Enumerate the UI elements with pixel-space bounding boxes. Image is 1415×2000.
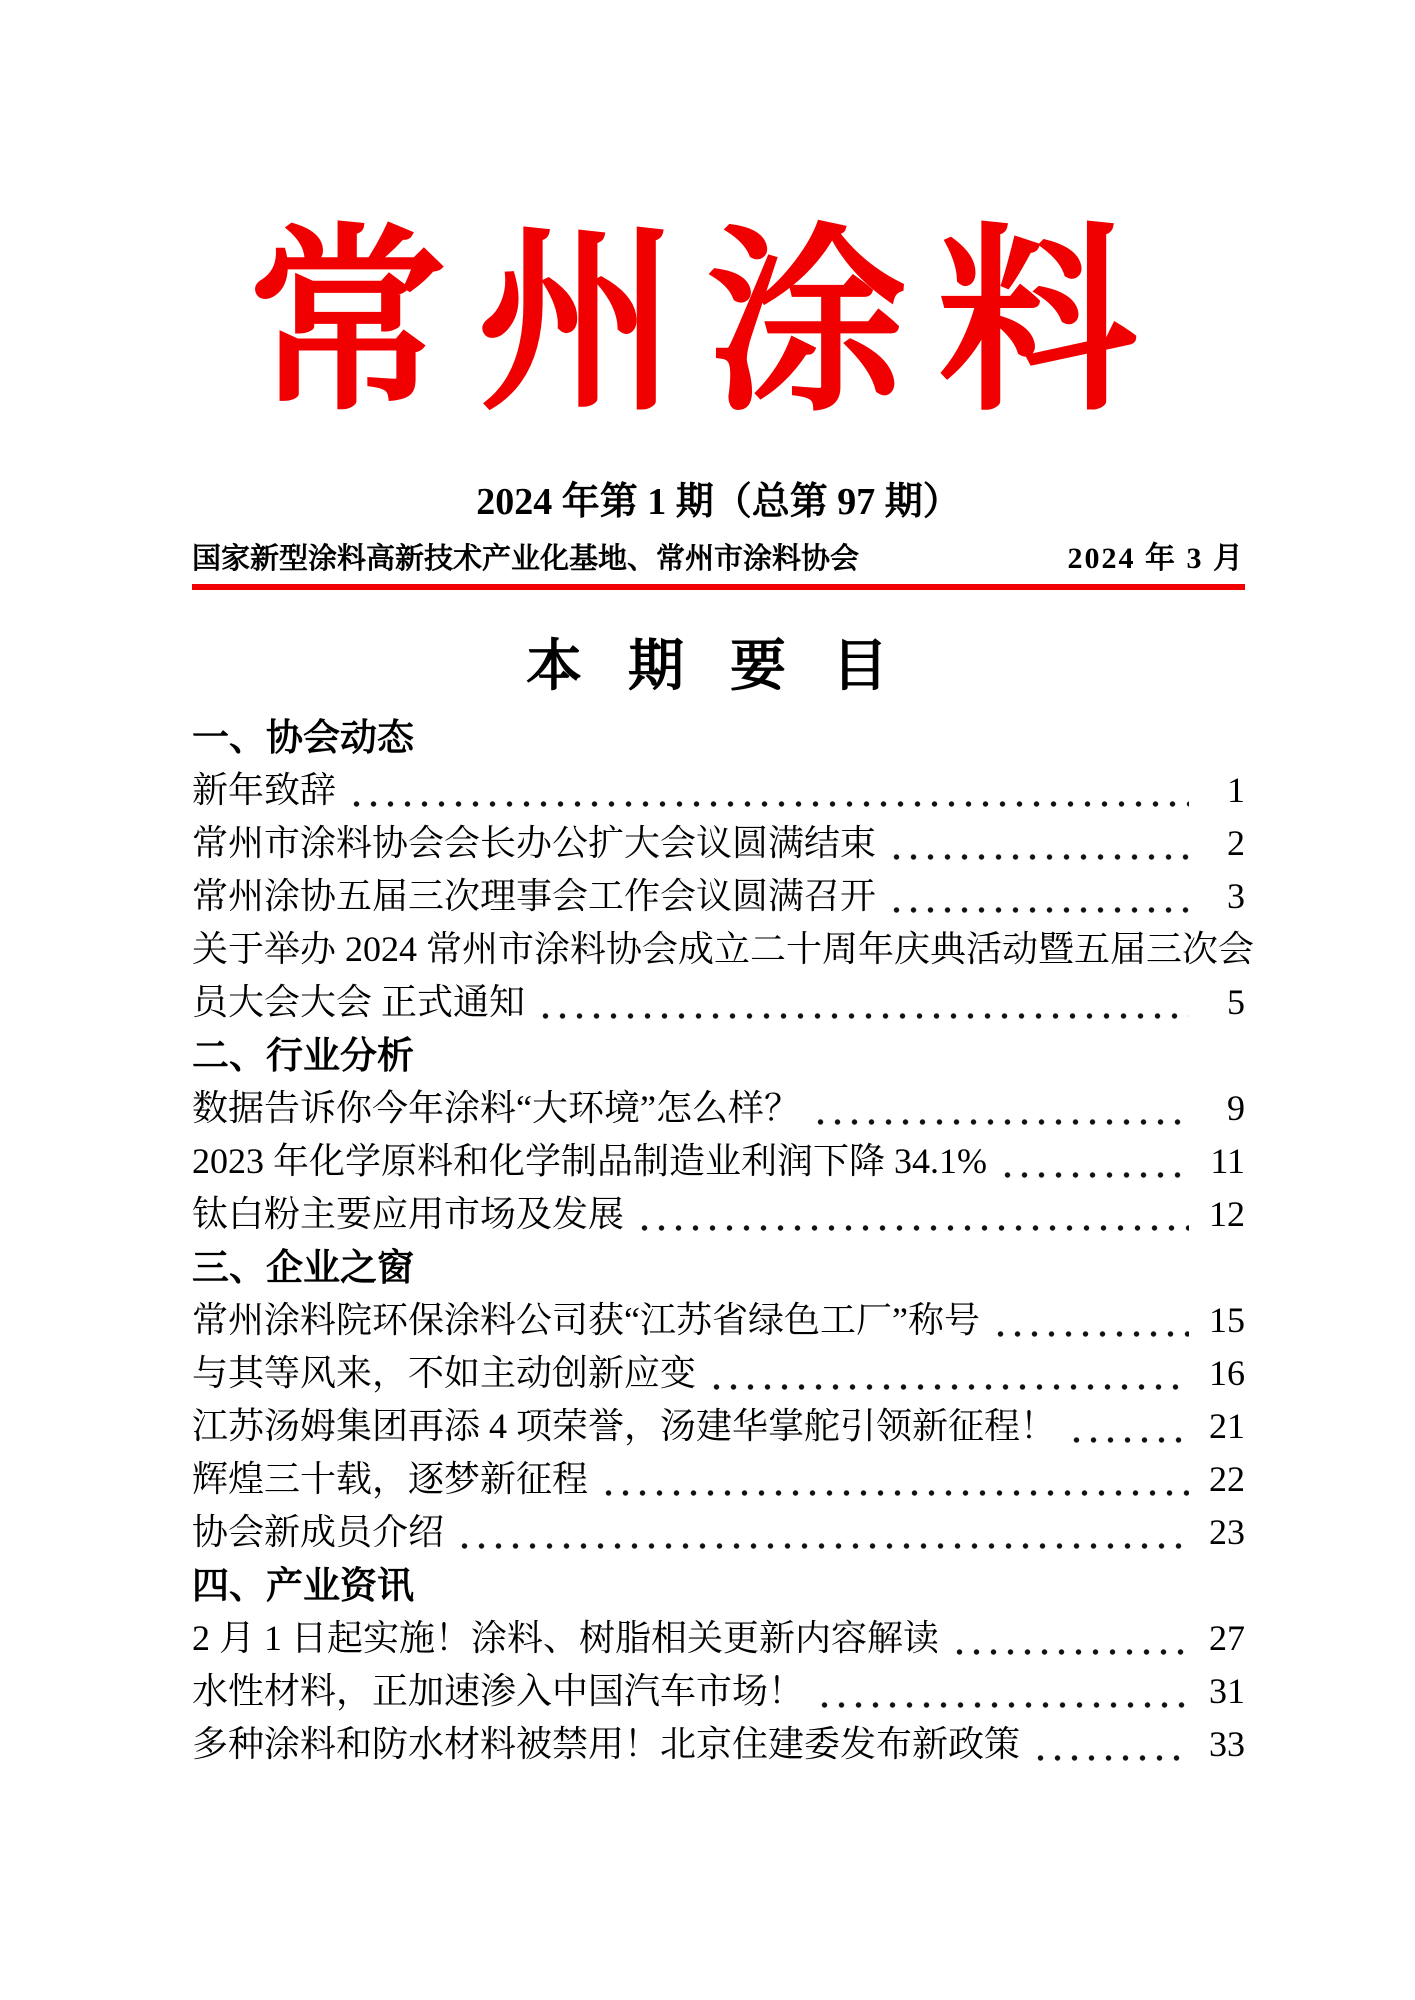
toc-item-row bbox=[192, 976, 1245, 1029]
issue-date: 2024 年 3 月 bbox=[1067, 542, 1245, 575]
toc-leader-dots bbox=[992, 1294, 1189, 1347]
toc-page-number: 23 bbox=[1209, 1512, 1245, 1552]
toc-page-number: 3 bbox=[1227, 876, 1245, 916]
toc-leader-dots bbox=[816, 1665, 1189, 1718]
toc-section-heading: 三、企业之窗 bbox=[192, 1247, 414, 1288]
toc-section-heading-row bbox=[192, 1029, 1245, 1082]
masthead-title: 常州涂料 bbox=[247, 214, 1168, 435]
toc-leader-dots bbox=[348, 764, 1189, 817]
toc-item-title: 数据告诉你今年涂料“大环境”怎么样？ bbox=[192, 1088, 800, 1128]
toc-item-title: 江苏汤姆集团再添 4 项荣誉，汤建华掌舵引领新征程！ bbox=[192, 1406, 1057, 1446]
toc-item-title: 常州市涂料协会会长办公扩大会议圆满结束 bbox=[192, 823, 877, 863]
toc-leader-dots bbox=[1068, 1400, 1189, 1453]
toc-item-title: 辉煌三十载，逐梦新征程 bbox=[192, 1459, 589, 1499]
toc-item-row bbox=[192, 923, 1255, 976]
toc-section-heading: 四、产业资讯 bbox=[192, 1565, 414, 1606]
toc-leader-dots bbox=[600, 1453, 1189, 1506]
toc-item-row bbox=[192, 1718, 1245, 1771]
toc-section-heading-row bbox=[192, 1241, 1245, 1294]
toc-page-number: 27 bbox=[1209, 1618, 1245, 1658]
toc-item-row bbox=[192, 1188, 1245, 1241]
toc-leader-dots bbox=[708, 1347, 1189, 1400]
toc-item-row bbox=[192, 1400, 1245, 1453]
toc-leader-dots bbox=[812, 1082, 1189, 1135]
toc-title: 本期要目 bbox=[526, 634, 934, 697]
toc-item-title: 常州涂料院环保涂料公司获“江苏省绿色工厂”称号 bbox=[192, 1300, 980, 1340]
toc-item-title: 2 月 1 日起实施！涂料、树脂相关更新内容解读 bbox=[192, 1618, 940, 1658]
toc-leader-dots bbox=[888, 870, 1189, 923]
toc-page-number: 5 bbox=[1227, 982, 1245, 1022]
toc-section-heading: 二、行业分析 bbox=[192, 1035, 414, 1076]
toc-section-heading-row bbox=[192, 711, 1245, 764]
toc-item-row bbox=[192, 1294, 1245, 1347]
toc-leader-dots bbox=[888, 817, 1189, 870]
toc-item-title: 2023 年化学原料和化学制品制造业利润下降 34.1% bbox=[192, 1141, 987, 1181]
toc-item-title: 关于举办 2024 常州市涂料协会成立二十周年庆典活动暨五届三次会 bbox=[192, 929, 1255, 969]
toc-leader-dots bbox=[951, 1612, 1189, 1665]
toc-item-title-continued: 员大会大会 正式通知 bbox=[192, 982, 526, 1022]
toc-item-row bbox=[192, 1082, 1245, 1135]
toc-item-title: 多种涂料和防水材料被禁用！北京住建委发布新政策 bbox=[192, 1724, 1021, 1764]
issue-number-line: 2024 年第 1 期（总第 97 期） bbox=[476, 481, 961, 523]
toc-page-number: 31 bbox=[1209, 1671, 1245, 1711]
table-of-contents bbox=[192, 711, 1255, 1771]
toc-item-title: 水性材料，正加速渗入中国汽车市场！ bbox=[192, 1671, 805, 1711]
toc-item-title: 协会新成员介绍 bbox=[192, 1512, 445, 1552]
toc-item-row bbox=[192, 870, 1245, 923]
toc-page-number: 22 bbox=[1209, 1459, 1245, 1499]
toc-item-row bbox=[192, 1612, 1245, 1665]
toc-item-title: 钛白粉主要应用市场及发展 bbox=[192, 1194, 625, 1234]
toc-page-number: 12 bbox=[1209, 1194, 1245, 1234]
publisher-name: 国家新型涂料高新技术产业化基地、常州市涂料协会 bbox=[192, 543, 860, 575]
toc-item-row bbox=[192, 1506, 1245, 1559]
toc-item-row bbox=[192, 1135, 1245, 1188]
red-divider-rule bbox=[192, 584, 1245, 590]
toc-page-number: 2 bbox=[1227, 823, 1245, 863]
toc-section-heading: 一、协会动态 bbox=[192, 717, 414, 758]
toc-page-number: 11 bbox=[1210, 1141, 1245, 1181]
toc-section-heading-row bbox=[192, 1559, 1245, 1612]
toc-item-row bbox=[192, 764, 1245, 817]
toc-page-number: 21 bbox=[1209, 1406, 1245, 1446]
toc-leader-dots bbox=[1032, 1718, 1189, 1771]
toc-item-title: 常州涂协五届三次理事会工作会议圆满召开 bbox=[192, 876, 877, 916]
toc-page-number: 16 bbox=[1209, 1353, 1245, 1393]
toc-page-number: 1 bbox=[1227, 770, 1245, 810]
publisher-row bbox=[192, 540, 1245, 578]
toc-page-number: 9 bbox=[1227, 1088, 1245, 1128]
toc-page-number: 15 bbox=[1209, 1300, 1245, 1340]
toc-item-title: 与其等风来，不如主动创新应变 bbox=[192, 1353, 697, 1393]
toc-item-title: 新年致辞 bbox=[192, 770, 337, 810]
toc-leader-dots bbox=[999, 1135, 1189, 1188]
toc-leader-dots bbox=[636, 1188, 1189, 1241]
toc-item-row bbox=[192, 1665, 1245, 1718]
toc-leader-dots bbox=[456, 1506, 1189, 1559]
toc-leader-dots bbox=[537, 976, 1189, 1029]
toc-item-row bbox=[192, 1453, 1245, 1506]
toc-page-number: 33 bbox=[1209, 1724, 1245, 1764]
toc-item-row bbox=[192, 817, 1245, 870]
toc-item-row bbox=[192, 1347, 1245, 1400]
